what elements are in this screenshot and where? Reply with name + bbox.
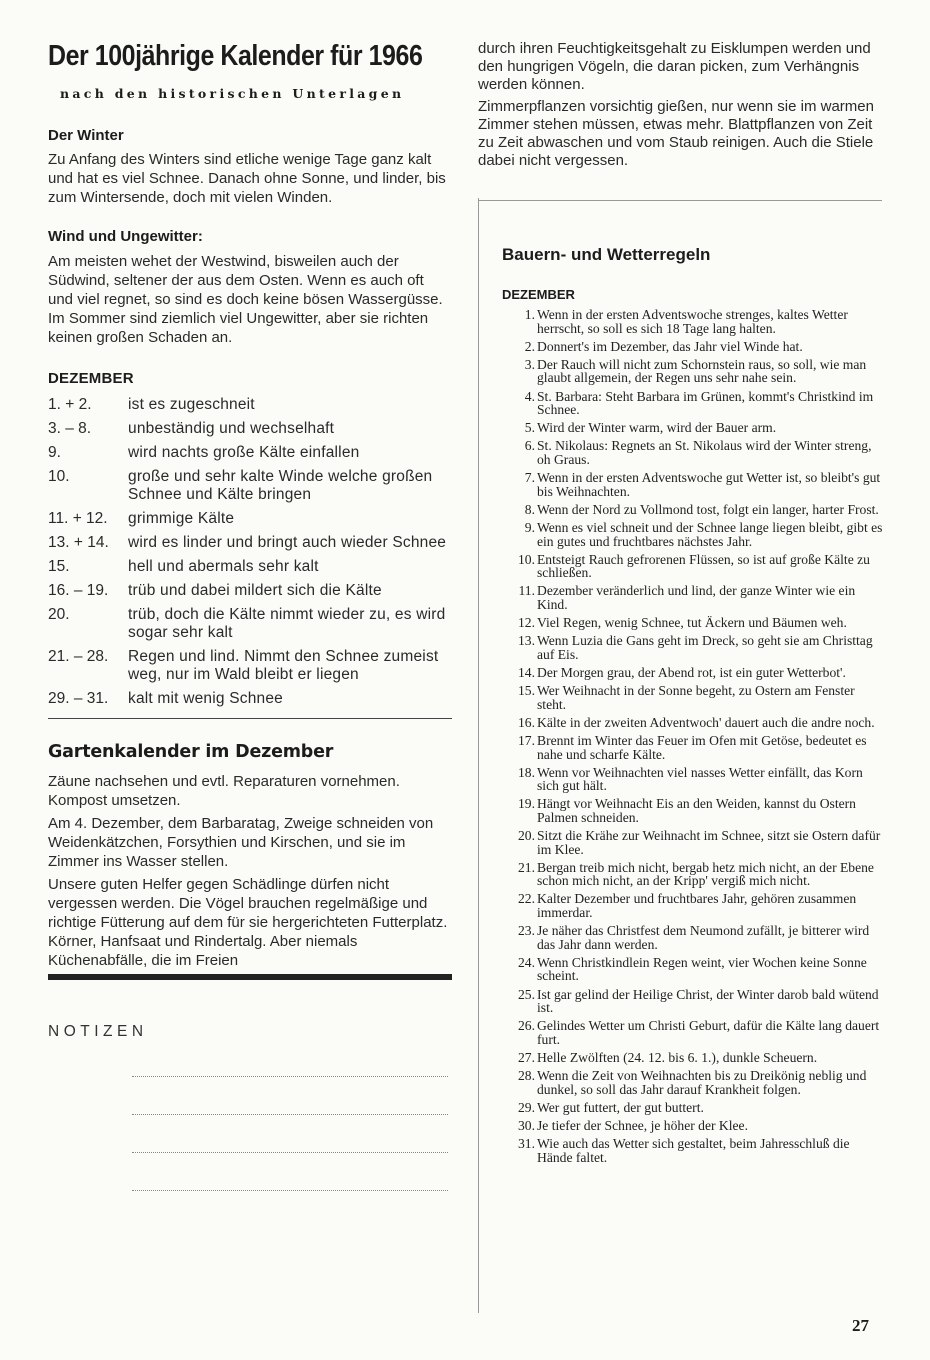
rule-text: Wenn vor Weihnachten viel nasses Wetter einfällt, das Korn sich gut hält. (537, 764, 863, 794)
rule-text: Wenn in der ersten Adventswoche gut Wetter ist, so bleibt's gut bis Weihnachten. (537, 470, 881, 499)
rule-text: Wenn die Zeit von Weihnachten bis zu Dreikönig neblig und dunkel, so soll das Jahr darauf Krankheit folgen. (537, 1068, 867, 1097)
right-divider (478, 200, 882, 201)
garden-paragraph: Unsere guten Helfer gegen Schädlinge dürfen nicht vergessen werden. Die Vögel brauchen regelmäßige und richtige Fütterung auf dem für sie hergerichteten Futterplatz. Körner, Hanfsaat und Rindertalg. Aber niemals Küchenabfälle, die im Freien (48, 876, 448, 969)
rule-text: Donnert's im Dezember, das Jahr viel Winde hat. (537, 338, 803, 354)
rule-number: 1. (524, 307, 535, 322)
forecast-text: unbeständig und wechselhaft (128, 420, 335, 437)
rule-item (502, 861, 884, 888)
rule-text: Wie auch das Wetter sich gestaltet, beim Jahresschluß die Hände faltet. (537, 1136, 850, 1165)
rule-text: Helle Zwölften (24. 12. bis 6. 1.), dunkle Scheuern. (537, 1049, 818, 1065)
rule-text: St. Nikolaus: Regnets an St. Nikolaus wird der Winter streng, oh Graus. (537, 438, 872, 467)
forecast-date: 1. + 2. (48, 396, 92, 413)
forecast-text: wird es linder und bringt auch wieder Schnee (128, 534, 447, 551)
rule-text: Wer gut futtert, der gut buttert. (537, 1099, 704, 1115)
forecast-date: 16. – 19. (48, 582, 109, 599)
rule-number: 5. (524, 420, 535, 436)
rule-text: Wird der Winter warm, wird der Bauer arm. (537, 420, 777, 436)
rule-number: 13. (518, 633, 535, 649)
forecast-row (48, 648, 452, 684)
december-forecast-list (48, 396, 452, 708)
note-line[interactable] (132, 1114, 448, 1115)
rule-item (502, 1137, 884, 1164)
note-line[interactable] (132, 1190, 448, 1191)
rule-item (502, 1119, 884, 1133)
rule-text: Je tiefer der Schnee, je höher der Klee. (537, 1117, 748, 1133)
forecast-date: 20. (48, 606, 70, 623)
rule-item (502, 439, 884, 466)
rule-text: Wenn in der ersten Adventswoche strenges, kaltes Wetter herrscht, so soll es sich 18 Tage lang halten. (537, 307, 848, 336)
rule-text: Je näher das Christfest dem Neumond zufällt, je bitterer wird das Jahr dann werden. (537, 923, 870, 952)
rule-text: St. Barbara: Steht Barbara im Grünen, kommt's Christkind im Schnee. (537, 388, 874, 418)
rule-number: 30. (518, 1117, 535, 1133)
rule-number: 27. (518, 1049, 535, 1065)
rule-number: 20. (518, 828, 535, 844)
forecast-date: 9. (48, 444, 61, 461)
forecast-date: 11. + 12. (48, 510, 108, 527)
forecast-row (48, 534, 452, 552)
rule-number: 26. (518, 1018, 535, 1034)
forecast-text: ist es zugeschneit (128, 396, 255, 413)
rule-number: 6. (524, 438, 535, 454)
rule-item (502, 634, 884, 661)
rule-item (502, 956, 884, 983)
forecast-date: 29. – 31. (48, 690, 109, 707)
rule-item (502, 390, 884, 417)
rule-text: Viel Regen, wenig Schnee, tut Äckern und Bäumen weh. (537, 615, 847, 631)
rule-text: Wenn Christkindlein Regen weint, vier Wochen keine Sonne scheint. (537, 954, 867, 984)
rule-item (502, 584, 884, 611)
right-column-top (478, 40, 882, 170)
garden-continued: durch ihren Feuchtigkeitsgehalt zu Eisklumpen werden und den hungrigen Vögeln, die daran picken, zum Verhängnis werden können. (478, 40, 871, 93)
rule-number: 11. (518, 583, 535, 599)
rule-text: Wenn der Nord zu Vollmond tost, folgt ein langer, harter Frost. (537, 501, 879, 517)
notes-label: NOTIZEN (48, 1023, 148, 1040)
rule-number: 16. (518, 714, 535, 730)
rule-number: 25. (518, 986, 535, 1002)
forecast-text: trüb und dabei mildert sich die Kälte (128, 582, 382, 599)
rule-number: 23. (518, 923, 535, 939)
page-number: 27 (852, 1316, 869, 1335)
forecast-date: 15. (48, 558, 70, 575)
rule-item (502, 503, 884, 517)
rule-item (502, 766, 884, 793)
rule-item (502, 892, 884, 919)
rule-number: 3. (524, 356, 535, 372)
forecast-date: 10. (48, 468, 70, 485)
rule-item (502, 553, 884, 580)
rule-number: 18. (518, 764, 535, 780)
rule-number: 2. (524, 338, 535, 354)
rule-number: 10. (518, 551, 535, 567)
rule-number: 22. (518, 891, 535, 907)
forecast-date: 13. + 14. (48, 534, 109, 551)
forecast-row (48, 396, 452, 414)
rule-text: Ist gar gelind der Heilige Christ, der Winter darob bald wütend ist. (537, 986, 879, 1015)
garden-continued: Zimmerpflanzen vorsichtig gießen, nur wenn sie im warmen Zimmer stehen müssen, etwas mehr. Blattpflanzen von Zeit zu Zeit abwaschen und vom Staub reinigen. Auch die Stiele dabei nicht vergessen. (478, 98, 874, 169)
wind-text: Am meisten wehet der Westwind, bisweilen auch der Südwind, seltener der aus dem Osten. Wenn es auch oft und viel regnet, so sind es doch keine bösen Wassergüsse. Im Sommer sind ziemlich viel Ungewitter, aber sie richten keinen großen Schaden an. (48, 253, 443, 346)
column-divider (478, 198, 479, 1313)
rule-number: 12. (518, 615, 535, 631)
rule-number: 31. (518, 1136, 535, 1152)
rule-item (502, 340, 884, 354)
rule-number: 29. (518, 1099, 535, 1115)
rule-item (502, 734, 884, 761)
rule-text: Hängt vor Weihnacht Eis an den Weiden, kannst du Ostern Palmen schneiden. (537, 796, 856, 825)
rule-number: 9. (524, 520, 535, 535)
rule-text: Wenn Luzia die Gans geht im Dreck, so geht sie am Christtag auf Eis. (537, 633, 873, 662)
rule-item (502, 521, 884, 548)
left-column (48, 38, 452, 1191)
rule-item (502, 924, 884, 951)
rule-item (502, 1019, 884, 1046)
rule-item (502, 684, 884, 711)
rule-item (502, 988, 884, 1015)
rule-text: Wer Weihnacht in der Sonne begeht, zu Ostern am Fenster steht. (537, 683, 855, 712)
note-line[interactable] (132, 1076, 448, 1077)
rule-item (502, 358, 884, 385)
rule-number: 14. (518, 664, 535, 680)
forecast-row (48, 444, 452, 462)
forecast-row (48, 558, 452, 576)
page-subtitle: nach den historischen Unterlagen (60, 86, 405, 101)
december-heading: DEZEMBER (48, 370, 134, 387)
winter-text: Zu Anfang des Winters sind etliche wenige Tage ganz kalt und hat es viel Schnee. Danach ohne Sonne, und linder, bis zum Wintersende, doch mit vielen Winden. (48, 151, 446, 206)
forecast-row (48, 420, 452, 438)
rule-item (502, 1069, 884, 1096)
rule-number: 4. (524, 388, 535, 404)
garden-paragraph: Am 4. Dezember, dem Barbaratag, Zweige schneiden von Weidenkätzchen, Forsythien und Kirschen, und sie im Zimmer ins Wasser stellen. (48, 815, 434, 870)
forecast-text: grimmige Kälte (128, 510, 235, 527)
winter-heading: Der Winter (48, 127, 124, 144)
forecast-text: trüb, doch die Kälte nimmt wieder zu, es wird sogar sehr kalt (128, 606, 446, 641)
weather-rules-list (502, 287, 884, 1169)
rule-number: 15. (518, 683, 535, 699)
rule-number: 7. (524, 470, 535, 486)
note-line[interactable] (132, 1152, 448, 1153)
forecast-row (48, 690, 452, 708)
rule-item (502, 308, 884, 335)
rule-number: 19. (518, 796, 535, 812)
rules-heading: Bauern- und Wetterregeln (502, 245, 711, 264)
rule-text: Kälte in der zweiten Adventwoch' dauert auch die andre noch. (537, 714, 875, 730)
rule-text: Der Rauch will nicht zum Schornstein raus, so soll, wie man glaubt allgemein, der Regen uns sehr nahe sein. (537, 356, 867, 386)
forecast-row (48, 510, 452, 528)
rule-number: 21. (518, 859, 535, 875)
rule-text: Der Morgen grau, der Abend rot, ist ein guter Wetterbot'. (537, 664, 846, 680)
rule-item (502, 797, 884, 824)
rule-number: 8. (524, 501, 535, 517)
forecast-row (48, 606, 452, 642)
forecast-text: kalt mit wenig Schnee (128, 690, 283, 707)
rule-item (502, 1051, 884, 1065)
rule-item (502, 421, 884, 435)
rule-item (502, 471, 884, 498)
rule-item (502, 716, 884, 730)
rule-number: 28. (518, 1068, 535, 1084)
garden-paragraph: Zäune nachsehen und evtl. Reparaturen vornehmen. Kompost umsetzen. (48, 773, 400, 809)
rule-text: Wenn es viel schneit und der Schnee lange liegen bleibt, gibt es ein gutes und fruchtbares nächstes Jahr. (537, 520, 883, 549)
section-divider (48, 718, 452, 719)
thick-divider (48, 974, 452, 980)
rule-text: Entsteigt Rauch gefrorenen Flüssen, so ist auf große Kälte zu schließen. (537, 551, 870, 581)
forecast-text: Regen und lind. Nimmt den Schnee zumeist weg, nur im Wald bleibt er liegen (128, 648, 439, 683)
rule-item (502, 666, 884, 680)
garden-heading: Gartenkalender im Dezember (48, 742, 334, 762)
forecast-date: 3. – 8. (48, 420, 92, 437)
rules-month: DEZEMBER (502, 287, 575, 302)
rule-item (502, 1101, 884, 1115)
page-title: Der 100jährige Kalender für 1966 (48, 40, 423, 72)
forecast-text: wird nachts große Kälte einfallen (128, 444, 360, 461)
rule-item (502, 829, 884, 856)
rule-text: Gelindes Wetter um Christi Geburt, dafür die Kälte lang dauert furt. (537, 1018, 880, 1047)
rule-text: Bergan treib mich nicht, bergab hetz mich nicht, an der Ebene schon mich nicht, an der Kripp' vergiß mich nicht. (537, 859, 874, 889)
forecast-date: 21. – 28. (48, 648, 109, 665)
forecast-text: hell und abermals sehr kalt (128, 558, 319, 575)
rule-text: Brennt im Winter das Feuer im Ofen mit Getöse, bedeutet es nahe und scharfe Kälte. (537, 733, 867, 762)
rule-text: Sitzt die Krähe zur Weihnacht im Schnee, sitzt sie Ostern dafür im Klee. (537, 828, 881, 857)
rule-number: 24. (518, 954, 535, 970)
forecast-text: große und sehr kalte Winde welche großen Schnee und Kälte bringen (128, 468, 433, 503)
rule-item (502, 616, 884, 630)
forecast-row (48, 582, 452, 600)
rule-text: Dezember veränderlich und lind, der ganze Winter wie ein Kind. (537, 583, 856, 612)
rule-number: 17. (518, 733, 535, 748)
rule-text: Kalter Dezember und fruchtbares Jahr, gehören zusammen immerdar. (537, 891, 857, 920)
forecast-row (48, 468, 452, 504)
wind-heading: Wind und Ungewitter: (48, 228, 203, 245)
